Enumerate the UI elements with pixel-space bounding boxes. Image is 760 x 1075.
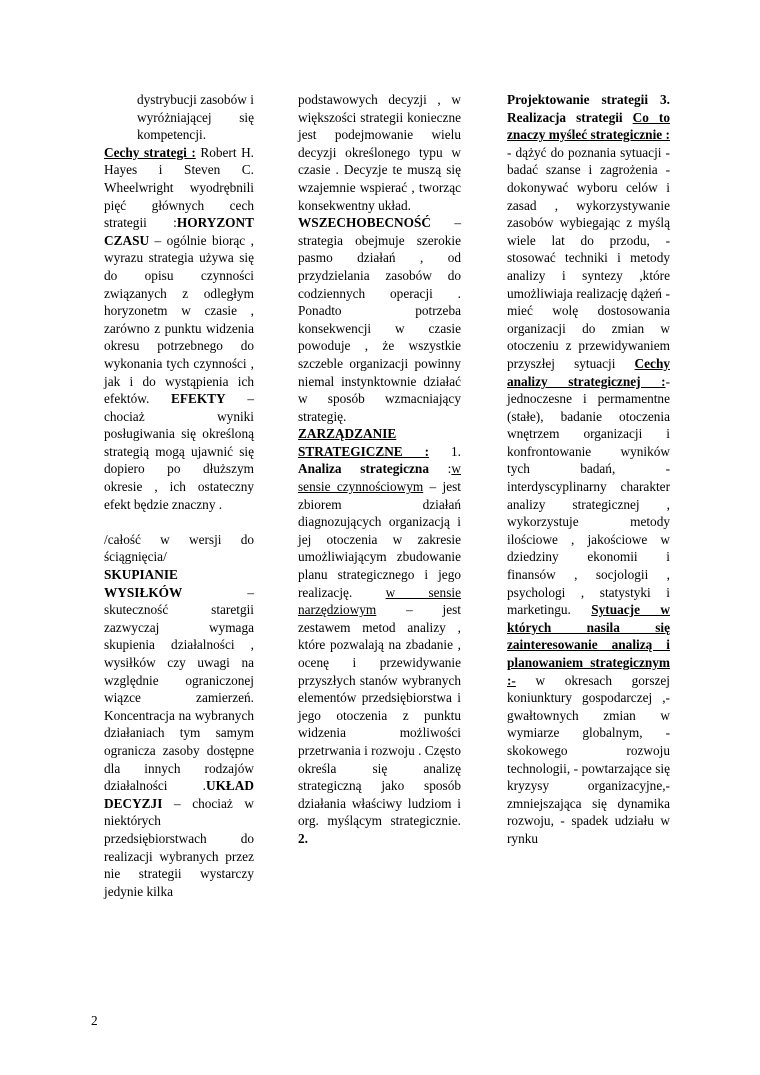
- myslec-strategicznie-heading: Co to znaczy myśleć strategicznie :: [507, 109, 671, 143]
- col2-paragraph-2: [298, 214, 461, 425]
- cechy-analizy-heading: Cechy analizy strategicznej :: [507, 355, 670, 389]
- skupianie-wysilkow-heading: SKUPIANIE WYSIŁKÓW: [104, 567, 183, 600]
- col1-paragraph-1: [104, 91, 254, 144]
- w-sensie-czynnosciowym: w sensie czynnościowym: [298, 461, 461, 495]
- col2-p3-text-2: :: [428, 461, 452, 477]
- col3-text-3: w okresach gorszej koniunktury gospodarczej ,- gwałtownych zmian w wymiarze globalnym, - skokowego rozwoju technologii, - powtarzające się kryzysy organizacyjne,- zmniejszająca się dynamika rozwoju, - spadek udziału w rynku: [507, 672, 670, 846]
- text-column-2: [298, 91, 461, 848]
- col1-paragraph-2: [104, 144, 254, 513]
- full-version-note: /całość w wersji do ściągnięcia/: [104, 531, 254, 565]
- col1-paragraph-3: [104, 531, 254, 566]
- sytuacje-heading: Sytuacje w których nasila się zainteresowanie analizą i planowaniem strategicznym :-: [507, 602, 670, 688]
- w-sensie-narzedziowym: w sensie narzędziowym: [298, 584, 461, 618]
- wszechobecnosc-heading: WSZECHOBECNOŚĆ: [298, 215, 432, 231]
- col2-p3-text-1: 1.: [429, 443, 462, 459]
- col2-p1-text: podstawowych decyzji , w większości strategii konieczne jest podejmowanie wielu decyzji określonego typu w czasie . Decyzje te muszą się wzajemnie wspierać , tworząc konsekwentny układ.: [298, 92, 461, 213]
- zarzadzanie-strategiczne-heading: ZARZĄDZANIE STRATEGICZNE :: [298, 426, 430, 459]
- efekty-heading: EFEKTY: [170, 391, 226, 407]
- col3-text-2: - jednoczesne i permamentne (stałe), badanie otoczenia wnętrzem organizacji i konfrontowanie wyników tych badań, - interdyscyplinarny charakter analizy strategicznej , wykorzystuje metody ilościowe , jakościowe w dziedziny ekonomii i finansów , socjologii , psychologi , statystyki i marketingu.: [507, 373, 670, 618]
- col3-space: [623, 110, 633, 125]
- horyzont-czasu-heading: HORYZONT CZASU: [104, 215, 254, 248]
- analiza-strategiczna-heading: Analiza strategiczna: [298, 461, 429, 477]
- col2-paragraph-3: [298, 425, 461, 847]
- col3-paragraph-1: [507, 91, 670, 848]
- point-2-label: 2.: [298, 830, 308, 846]
- col3-text-1: - dążyć do poznania sytuacji - badać szanse i zagrożenia - dokonywać wyboru celów i zasad , wykorzystywanie zasobów wybiegając z myślą wiele lat do przodu, - stosować techniki i metody analizy i syntezy ,które umożliwiaja realizację dążeń - mieć wolę dostosowania organizacji do zmian w otoczeniu z przewidywaniem przyszłej sytuacji: [507, 144, 670, 371]
- uklad-decyzji-heading: UKŁAD DECYZJI: [104, 778, 254, 811]
- text-column-3: [507, 91, 670, 848]
- blank-line: [104, 513, 254, 531]
- projektowanie-realizacja-heading: Projektowanie strategii 3. Realizacja strategii: [507, 92, 670, 125]
- col2-paragraph-1: [298, 91, 461, 214]
- col1-p2-text-2: – ogólnie biorąc , wyrazu strategia używa się do opisu czynności związanych z odległym horyzonetm w czasie , zarówno z punktu widzenia okresu potrzebnego do wykonania tych czynności , jak i do wystąpienia ich efektów.: [104, 232, 254, 407]
- col1-p4-text-2: – chociaż w niektórych przedsiębiorstwach do realizacji wybranych przez nie strategii wystarczy jedynie kilka: [104, 795, 254, 899]
- text-column-1: [104, 91, 254, 900]
- col2-p3-text-4: – jest zestawem metod analizy , które pozwalają na zbadanie , ocenę i przewidywanie przyszłych stanów wybranych elementów przedsiębiorstwa i jego otoczenia z punktu widzenia możliwości przetrwania i rozwoju . Często określa się analizę strategiczną jako sposób działania właściwy ludziom i org. myślącym strategicznie.: [298, 602, 461, 829]
- col1-p2-text-1: Robert H. Hayes i Steven C. Wheelwright wyodrębnili pięć głównych cech strategii :: [104, 144, 254, 231]
- col1-paragraph-4: [104, 566, 254, 900]
- col2-p3-text-3: – jest zbiorem działań diagnozujących organizacją i jej otoczenia w zakresie umożliwiającym zbudowanie planu strategicznego i jego realizację.: [298, 479, 461, 600]
- col1-p1-text: dystrybucji zasobów i wyróżniającej się kompetencji.: [137, 92, 254, 143]
- col2-p2-text: –strategia obejmuje szerokie pasmo działań , od przydzielania zasobów do codziennych operacji . Ponadto potrzeba konsekwencji w czasie powoduje , że wszystkie szczeble organizacji powinny niemal instynktownie działać w sposób wzmacniający strategię.: [298, 215, 461, 424]
- col1-p4-text-1: – skuteczność staretgii zazwyczaj wymaga skupienia działalności , wysiłków czy uwagi na względnie ograniczonej wiązce zamierzeń. Koncentracja na wybranych działaniach tym samym ogranicza zasoby dostępne dla innych rodzajów działalności .: [104, 584, 254, 794]
- page-number: 2: [91, 1013, 98, 1028]
- cechy-strategi-heading: Cechy strategi :: [104, 144, 196, 160]
- col1-p2-text-3: – chociaż wyniki posługiwania się określoną strategią mogą ujawnić się dopiero po dłuższym okresie , ich ostateczny efekt będzie znaczny .: [104, 391, 254, 512]
